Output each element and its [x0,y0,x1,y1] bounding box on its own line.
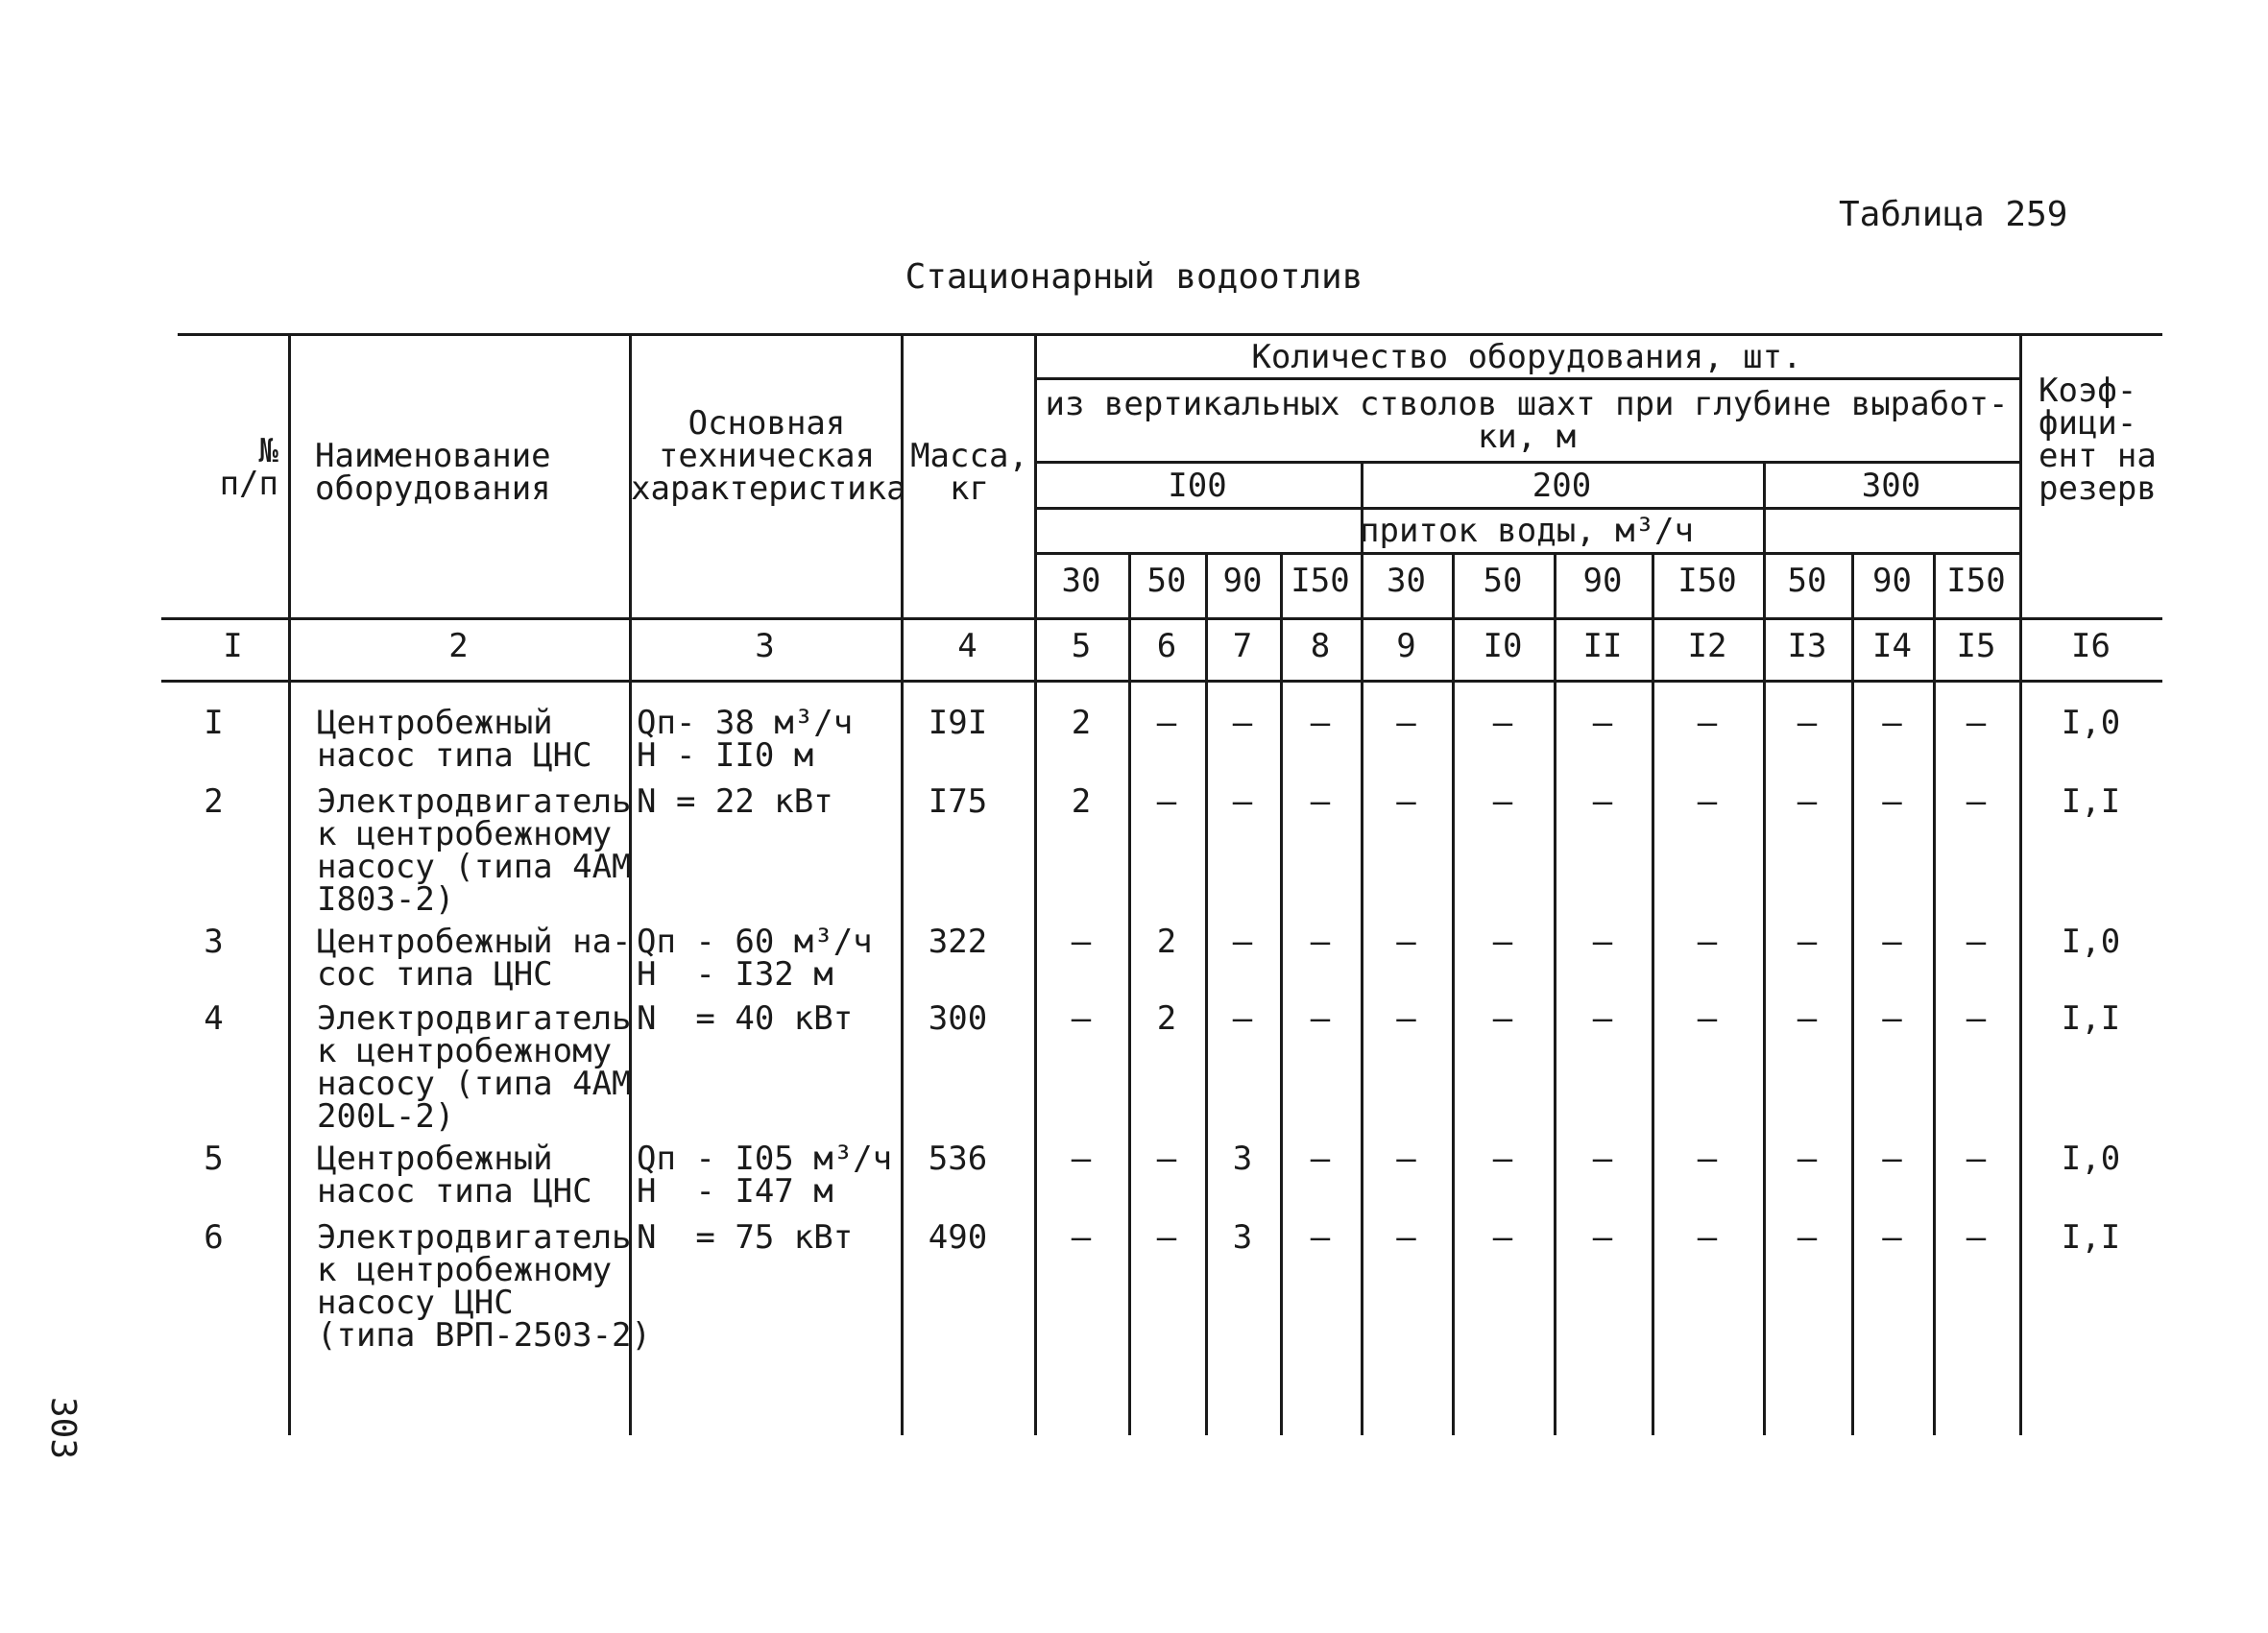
row-num: 6 [204,1218,224,1257]
column-number: I5 [1956,627,1996,665]
row-name: Центробежный на- сос типа ЦНС [317,923,632,994]
row-characteristic: Qп - 60 м³/ч Н - I32 м [637,923,873,994]
row-quantity: – [1310,923,1331,961]
row-mass: 490 [928,1218,988,1257]
row-quantity: 2 [1156,923,1177,961]
inflow-column-border [1128,552,1131,1435]
inflow-column-border [1205,552,1208,1435]
row-quantity: – [1697,923,1718,961]
row-quantity: – [1232,704,1253,742]
row-quantity: – [1797,704,1818,742]
row-quantity: – [1966,1218,1987,1257]
row-quantity: – [1797,782,1818,821]
row-quantity: 2 [1071,782,1092,821]
row-quantity: – [1797,923,1818,961]
row-quantity: – [1882,704,1902,742]
header-inflow-value: 30 [1387,562,1426,600]
row-quantity: 2 [1156,999,1177,1038]
header-bottom-border [161,617,2162,620]
row-quantity: – [1592,1140,1613,1178]
header-inflow-value: 50 [1146,562,1187,600]
row-quantity: – [1797,999,1818,1038]
row-quantity: – [1396,923,1416,961]
column-border [288,333,291,1435]
row-quantity: – [1071,923,1092,961]
row-coef: I,I [2061,782,2121,821]
row-quantity: – [1492,1218,1513,1257]
row-num: I [204,704,224,742]
row-name: Электродвигатель к центробежному насосу (типа 4АМ I803-2) [317,782,632,919]
column-number: 9 [1396,627,1416,665]
page-title: Стационарный водоотлив [905,257,1363,297]
row-characteristic: N = 40 кВт [637,999,854,1038]
row-quantity: – [1156,782,1177,821]
row-mass: 322 [928,923,988,961]
row-name: Электродвигатель к центробежному насосу ЦНС (типа ВРП-2503-2) [317,1218,651,1355]
row-quantity: – [1966,782,1987,821]
header-inflow-value: 90 [1872,562,1912,600]
row-quantity: – [1310,782,1331,821]
row-quantity: – [1156,704,1177,742]
header-coef: Коэф- фици- ент на резерв [2039,372,2157,508]
column-number: I [223,627,243,665]
row-quantity: – [1071,1140,1092,1178]
header-inflow-value: 50 [1483,562,1523,600]
header-inflow-value: I50 [1291,562,1350,600]
row-mass: I75 [928,782,988,821]
column-number: 7 [1232,627,1253,665]
column-number: I2 [1687,627,1727,665]
row-quantity: – [1797,1218,1818,1257]
row-quantity: – [1396,1218,1416,1257]
row-quantity: – [1396,999,1416,1038]
row-mass: I9I [928,704,988,742]
table-top-border [178,333,2162,336]
row-quantity: – [1592,782,1613,821]
row-coef: I,0 [2061,704,2121,742]
inflow-column-border [1933,552,1936,1435]
row-quantity: – [1592,704,1613,742]
row-name: Центробежный насос типа ЦНС [317,704,592,775]
row-quantity: – [1882,1218,1902,1257]
column-numbers-bottom-border [161,680,2162,683]
row-quantity: – [1310,704,1331,742]
row-quantity: – [1697,1140,1718,1178]
header-shafts: из вертикальных стволов шахт при глубине выработ- ки, м [1045,385,2009,456]
row-num: 3 [204,923,224,961]
row-quantity: 3 [1232,1218,1253,1257]
column-number: 4 [957,627,977,665]
row-name: Центробежный насос типа ЦНС [317,1140,592,1211]
row-quantity: 3 [1232,1140,1253,1178]
header-name: Наименование оборудования [315,437,551,508]
row-characteristic: Qп- 38 м³/ч Н - II0 м [637,704,854,775]
row-quantity: – [1396,704,1416,742]
row-num: 4 [204,999,224,1038]
row-mass: 300 [928,999,988,1038]
row-characteristic: N = 75 кВт [637,1218,854,1257]
row-quantity: – [1156,1140,1177,1178]
row-num: 5 [204,1140,224,1178]
inflow-column-border [1554,552,1556,1435]
header-inflow-value: 50 [1787,562,1827,600]
header-quantity: Количество оборудования, шт. [1251,338,1802,376]
row-quantity: – [1232,999,1253,1038]
inflow-column-border [1652,552,1654,1435]
row-quantity: – [1882,923,1902,961]
header-inflow-value: I50 [1946,562,2006,600]
row-quantity: – [1966,1140,1987,1178]
shafts-header-line [1034,461,2019,464]
row-coef: I,0 [2061,1140,2121,1178]
row-quantity: – [1156,1218,1177,1257]
row-quantity: – [1592,923,1613,961]
row-quantity: – [1882,1140,1902,1178]
row-quantity: – [1232,923,1253,961]
header-inflow-value: 30 [1061,562,1101,600]
row-quantity: – [1697,999,1718,1038]
header-inflow-value: 90 [1582,562,1623,600]
depth-header-line [1034,507,2019,510]
header-inflow: приток воды, м³/ч [1360,512,1694,550]
header-characteristic: Основная техническая характеристика [631,404,906,508]
column-number: 2 [448,627,469,665]
row-characteristic: N = 22 кВт [637,782,833,821]
header-inflow-value: 90 [1222,562,1263,600]
row-quantity: – [1396,782,1416,821]
inflow-column-border [1851,552,1854,1435]
row-quantity: – [1492,923,1513,961]
row-characteristic: Qп - I05 м³/ч Н - I47 м [637,1140,893,1211]
quantity-header-line [1034,377,2019,380]
row-quantity: – [1492,999,1513,1038]
inflow-header-line [1034,552,2019,555]
row-quantity: 2 [1071,704,1092,742]
column-number: 8 [1310,627,1331,665]
row-quantity: – [1882,782,1902,821]
row-quantity: – [1310,999,1331,1038]
column-number: I3 [1787,627,1827,665]
row-quantity: – [1697,704,1718,742]
row-coef: I,I [2061,999,2121,1038]
row-quantity: – [1797,1140,1818,1178]
row-quantity: – [1310,1140,1331,1178]
header-depth: 300 [1861,467,1921,505]
table-label: Таблица 259 [1839,195,2068,234]
row-quantity: – [1492,704,1513,742]
header-depth: I00 [1168,467,1227,505]
row-quantity: – [1492,782,1513,821]
column-number: II [1582,627,1623,665]
column-number: 3 [755,627,775,665]
row-quantity: – [1966,923,1987,961]
row-quantity: – [1966,704,1987,742]
row-quantity: – [1492,1140,1513,1178]
inflow-column-border [1280,552,1283,1435]
inflow-column-border [1452,552,1455,1435]
row-quantity: – [1592,999,1613,1038]
column-border [2019,333,2022,1435]
header-depth: 200 [1532,467,1592,505]
row-quantity: – [1071,999,1092,1038]
column-number: I4 [1872,627,1912,665]
header-num: № п/п [219,432,278,503]
header-mass: Масса, кг [910,437,1028,508]
row-quantity: – [1697,782,1718,821]
row-mass: 536 [928,1140,988,1178]
column-number: 6 [1156,627,1177,665]
column-number: 5 [1071,627,1092,665]
row-quantity: – [1697,1218,1718,1257]
row-quantity: – [1071,1218,1092,1257]
side-page-number: 303 [43,1397,83,1460]
row-quantity: – [1232,782,1253,821]
column-number: I0 [1483,627,1523,665]
row-quantity: – [1966,999,1987,1038]
row-quantity: – [1592,1218,1613,1257]
row-num: 2 [204,782,224,821]
row-name: Электродвигатель к центробежному насосу (типа 4АМ 200L-2) [317,999,632,1136]
header-inflow-value: I50 [1677,562,1737,600]
row-coef: I,I [2061,1218,2121,1257]
row-quantity: – [1882,999,1902,1038]
column-number: I6 [2071,627,2111,665]
row-quantity: – [1310,1218,1331,1257]
row-quantity: – [1396,1140,1416,1178]
row-coef: I,0 [2061,923,2121,961]
